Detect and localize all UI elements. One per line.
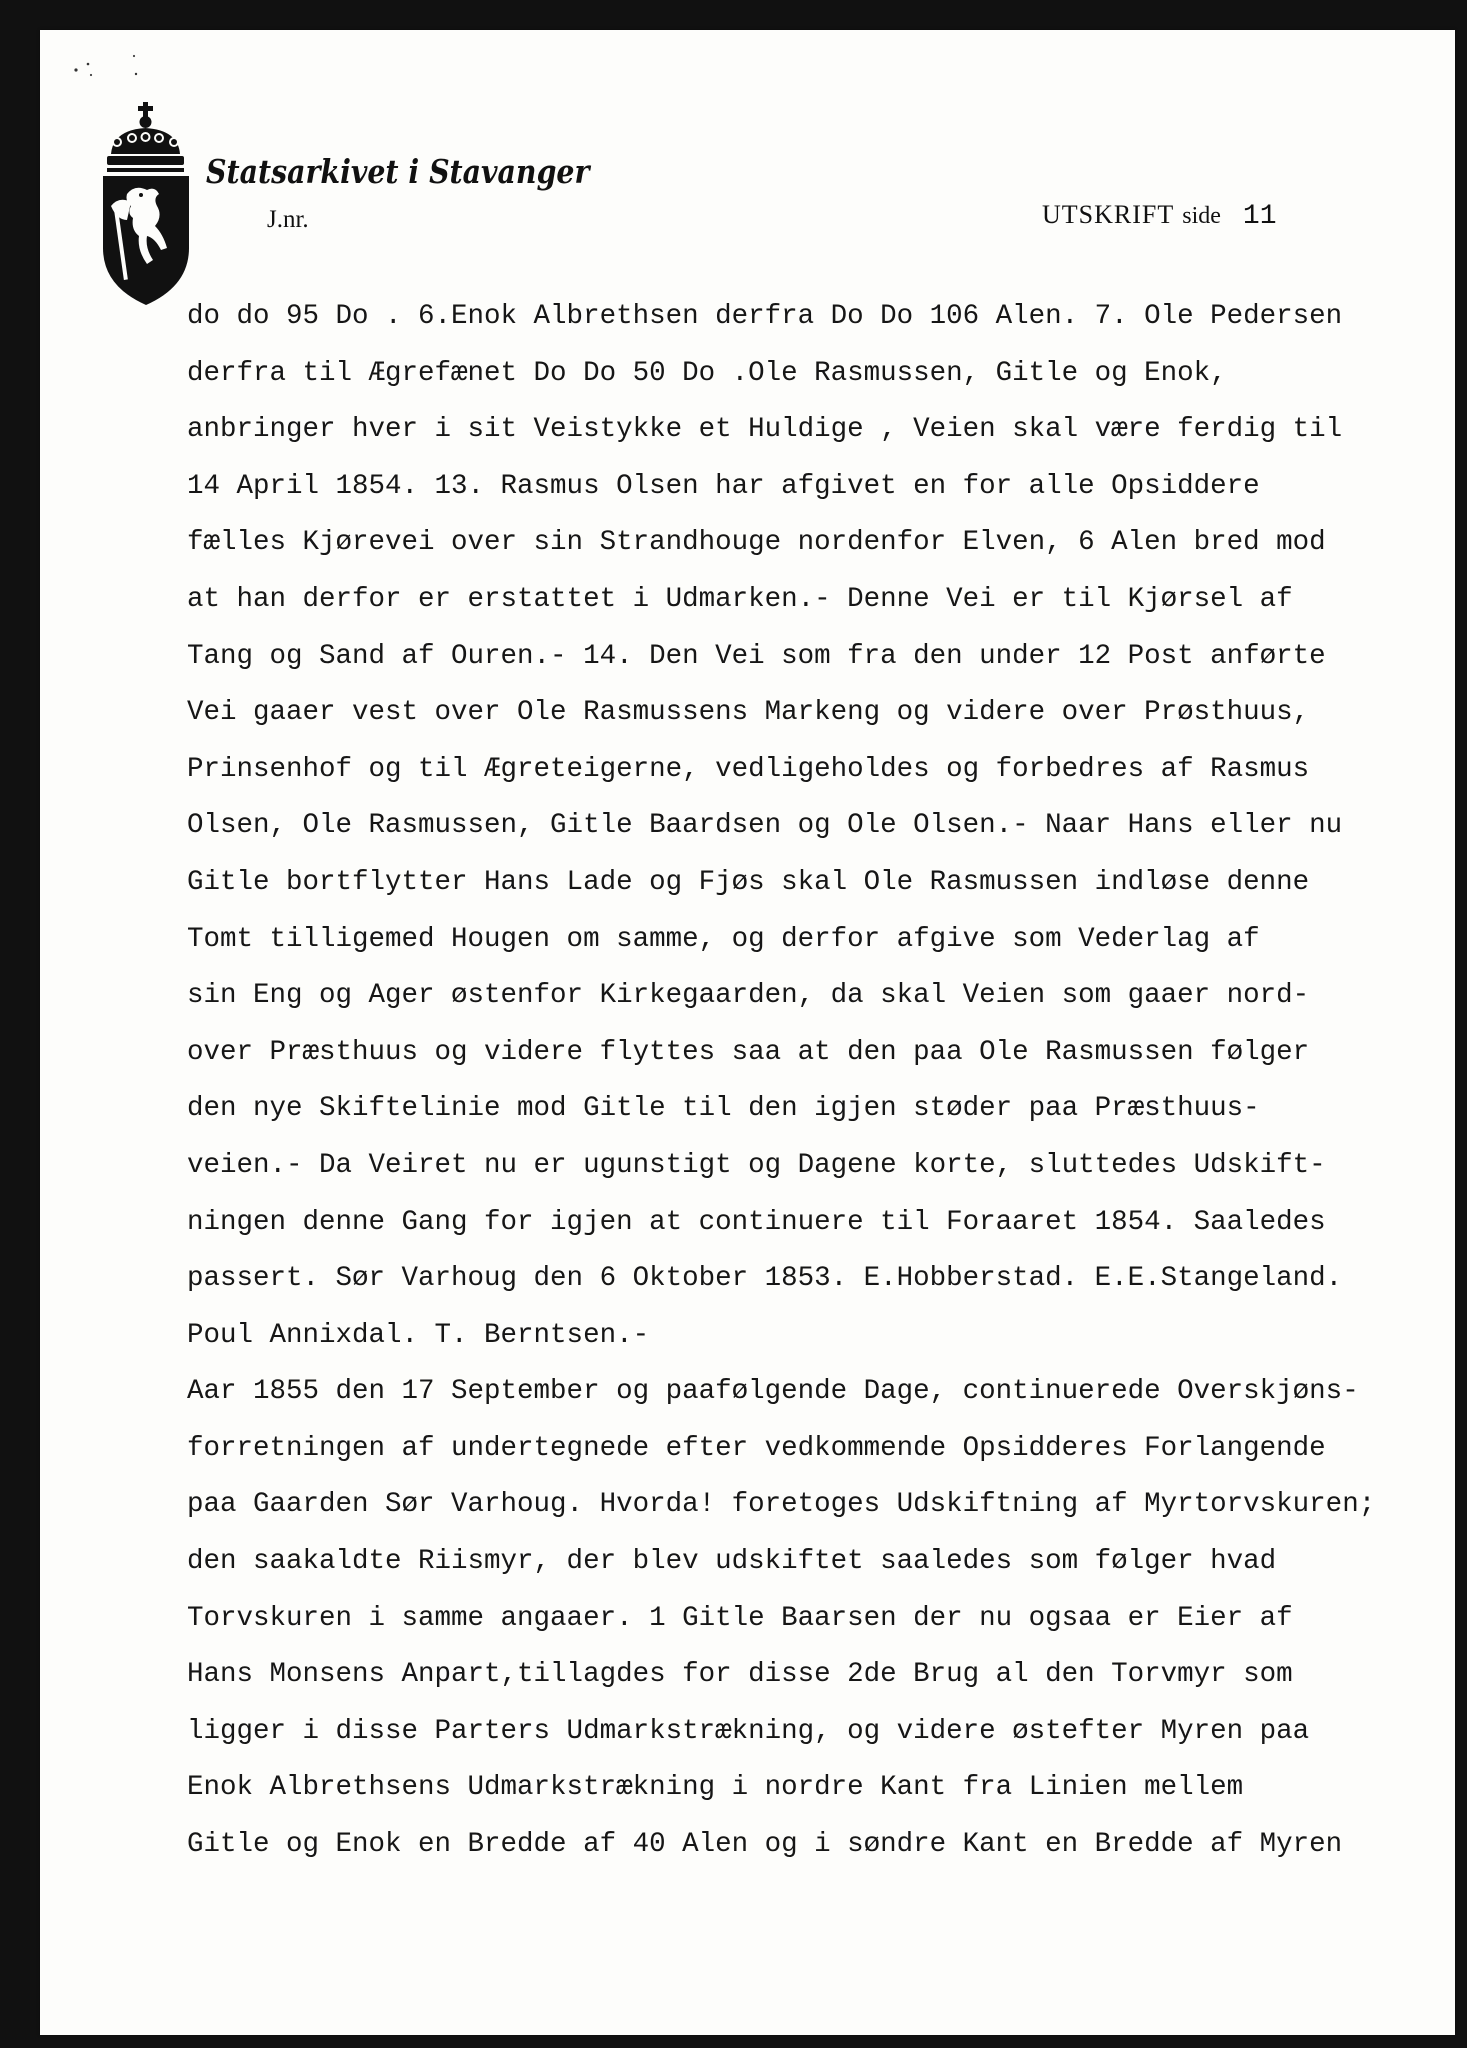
text-line: Vei gaaer vest over Ole Rasmussens Markeng og videre over Prøsthuus, bbox=[187, 697, 1310, 729]
text-line: forretningen af undertegnede efter vedkommende Opsidderes Forlangende bbox=[187, 1432, 1326, 1464]
text-line: over Præsthuus og videre flyttes saa at den paa Ole Rasmussen følger bbox=[187, 1036, 1310, 1068]
text-line: 14 April 1854. 13. Rasmus Olsen har afgivet en for alle Opsiddere bbox=[187, 470, 1260, 502]
text-line: Gitle og Enok en Bredde af 40 Alen og i søndre Kant en Bredde af Myren bbox=[187, 1829, 1343, 1861]
text-line: ningen denne Gang for igjen at continuere til Foraaret 1854. Saaledes bbox=[187, 1206, 1326, 1238]
text-line: Tang og Sand af Ouren.- 14. Den Vei som fra den under 12 Post anførte bbox=[187, 640, 1326, 672]
document-body bbox=[187, 289, 1467, 1874]
text-line: anbringer hver i sit Veistykke et Huldige , Veien skal være ferdig til bbox=[187, 414, 1343, 446]
text-line: fælles Kjørevei over sin Strandhouge nordenfor Elven, 6 Alen bred mod bbox=[187, 527, 1326, 559]
text-line: sin Eng og Ager østenfor Kirkegaarden, da skal Veien som gaaer nord- bbox=[187, 980, 1310, 1012]
text-line: Torvskuren i samme angaaer. 1 Gitle Baarsen der nu ogsaa er Eier af bbox=[187, 1602, 1293, 1634]
text-line: paa Gaarden Sør Varhoug. Hvorda! foretoges Udskiftning af Myrtorvskuren; bbox=[187, 1489, 1376, 1521]
text-line: Enok Albrethsens Udmarkstrækning i nordre Kant fra Linien mellem bbox=[187, 1772, 1244, 1804]
text-line: Tomt tilligemed Hougen om samme, og derfor afgive som Vederlag af bbox=[187, 923, 1260, 955]
archive-name: Statsarkivet i Stavanger bbox=[206, 152, 590, 191]
document-page bbox=[40, 30, 1455, 2035]
text-line: den nye Skiftelinie mod Gitle til den igjen støder paa Præsthuus- bbox=[187, 1093, 1260, 1125]
text-line: veien.- Da Veiret nu er ugunstigt og Dagene korte, sluttedes Udskift- bbox=[187, 1149, 1326, 1181]
text-line: at han derfor er erstattet i Udmarken.- Denne Vei er til Kjørsel af bbox=[187, 583, 1293, 615]
text-line: do do 95 Do . 6.Enok Albrethsen derfra Do Do 106 Alen. 7. Ole Pedersen bbox=[187, 301, 1343, 332]
text-line: Hans Monsens Anpart,tillagdes for disse 2de Brug al den Torvmyr som bbox=[187, 1659, 1293, 1691]
page-header-right bbox=[1042, 200, 1277, 232]
text-line: Olsen, Ole Rasmussen, Gitle Baardsen og Ole Olsen.- Naar Hans eller nu bbox=[187, 810, 1343, 842]
text-line: ligger i disse Parters Udmarkstrækning, og videre østefter Myren paa bbox=[187, 1715, 1310, 1747]
text-line: Gitle bortflytter Hans Lade og Fjøs skal Ole Rasmussen indløse denne bbox=[187, 866, 1310, 898]
side-label: side bbox=[1182, 203, 1221, 229]
utskrift-label: UTSKRIFT bbox=[1042, 200, 1175, 229]
text-line: Poul Annixdal. T. Berntsen.- bbox=[187, 1319, 650, 1351]
text-line: passert. Sør Varhoug den 6 Oktober 1853. E.Hobberstad. E.E.Stangeland. bbox=[187, 1263, 1343, 1295]
journal-number-label: J.nr. bbox=[267, 206, 309, 233]
paper-specks bbox=[72, 50, 172, 90]
page-number: 11 bbox=[1242, 201, 1277, 232]
text-line: den saakaldte Riismyr, der blev udskiftet saaledes som følger hvad bbox=[187, 1546, 1277, 1578]
norwegian-coat-of-arms-icon bbox=[97, 98, 195, 308]
text-line: Prinsenhof og til Ægreteigerne, vedligeholdes og forbedres af Rasmus bbox=[187, 753, 1310, 785]
text-line: derfra til Ægrefænet Do Do 50 Do .Ole Rasmussen, Gitle og Enok, bbox=[187, 357, 1227, 389]
text-line: Aar 1855 den 17 September og paafølgende Dage, continuerede Overskjøns- bbox=[187, 1376, 1359, 1408]
